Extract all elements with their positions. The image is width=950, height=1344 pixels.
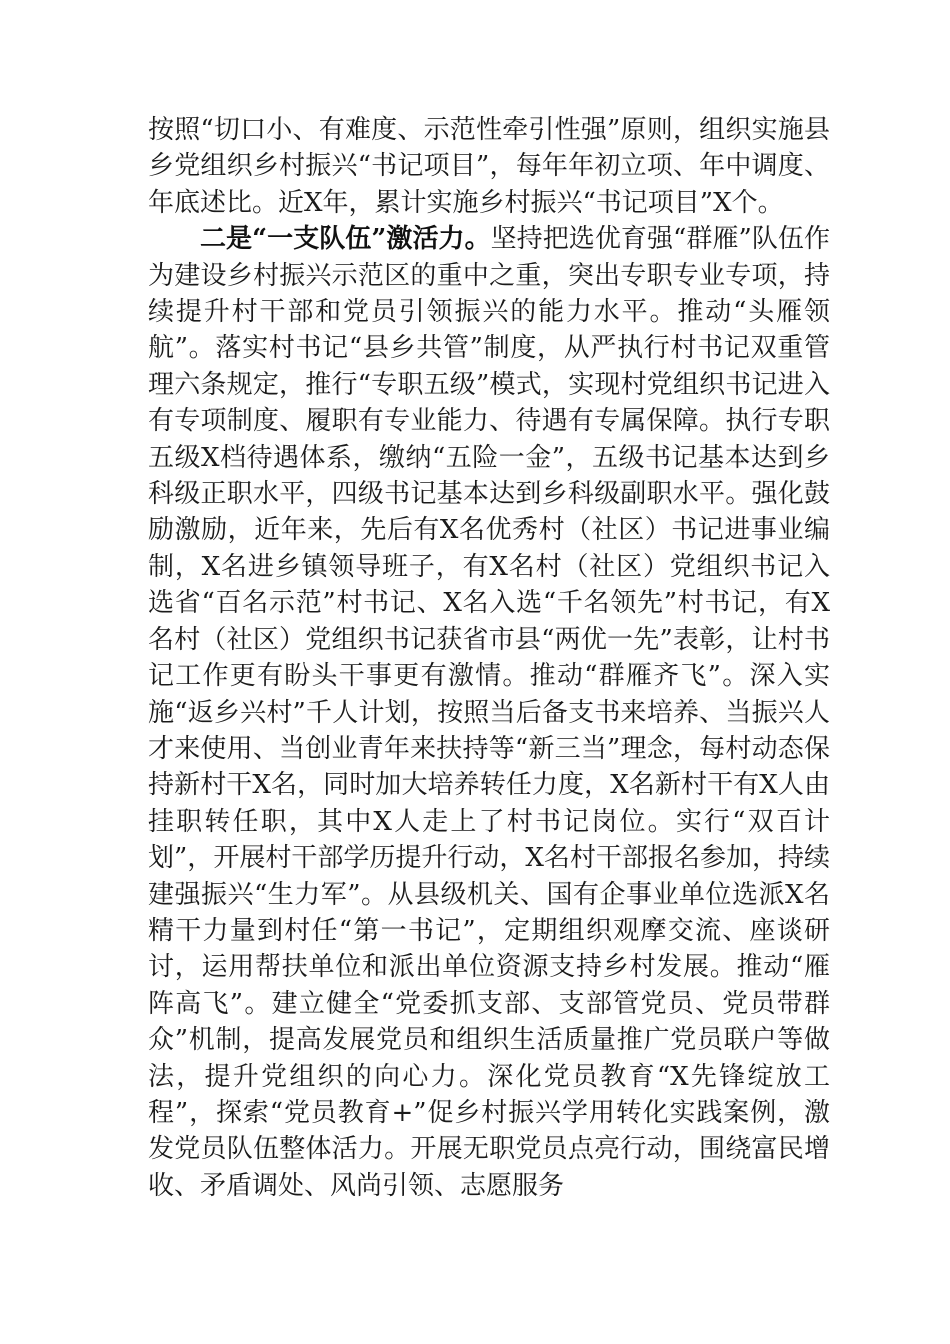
paragraph-continuation <box>148 112 830 221</box>
paragraph-team-vitality <box>148 221 830 1204</box>
paragraph-text: 按照“切口小、有难度、示范性牵引性强”原则，组织实施县乡党组织乡村振兴“书记项目”，每年年初立项、年中调度、年底述比。近X年，累计实施乡村振兴“书记项目”X个。 <box>148 115 830 218</box>
document-body <box>148 112 830 1204</box>
paragraph-text: 坚持把选优育强“群雁”队伍作为建设乡村振兴示范区的重中之重，突出专职专业专项，持续提升村干部和党员引领振兴的能力水平。推动“头雁领航”。落实村书记“县乡共管”制度，从严执行村书记双重管理六条规定，推行“专职五级”模式，实现村党组织书记进入有专项制度、履职有专业能力、待遇有专属保障。执行专职五级X档待遇体系，缴纳“五险一金”，五级书记基本达到乡科级正职水平，四级书记基本达到乡科级副职水平。强化鼓励激励，近年来，先后有X名优秀村（社区）书记进事业编制，X名进乡镇领导班子，有X名村（社区）党组织书记入选省“百名示范”村书记、X名入选“千名领先”村书记，有X名村（社区）党组织书记获省市县“两优一先”表彰，让村书记工作更有盼头干事更有激情。推动“群雁齐飞”。深入实施“返乡兴村”千人计划，按照当后备支书来培养、当振兴人才来使用、当创业青年来扶持等“新三当”理念，每村动态保持新村干X名，同时加大培养转任力度，X名新村干有X人由挂职转任职，其中X人走上了村书记岗位。实行“双百计划”，开展村干部学历提升行动，X名村干部报名参加，持续建强振兴“生力军”。从县级机关、国有企事业单位选派X名精干力量到村任“第一书记”，定期组织观摩交流、座谈研讨，运用帮扶单位和派出单位资源支持乡村发展。推动“雁阵高飞”。建立健全“党委抓支部、支部管党员、党员带群众”机制，提高发展党员和组织生活质量推广党员联户等做法，提升党组织的向心力。深化党员教育“X先锋绽放工程”，探索“党员教育+”促乡村振兴学用转化实践案例，激发党员队伍整体活力。开展无职党员点亮行动，围绕富民增收、矛盾调处、风尚引领、志愿服务 <box>148 224 830 1201</box>
paragraph-lead-heading: 二是“一支队伍”激活力。 <box>200 224 491 255</box>
